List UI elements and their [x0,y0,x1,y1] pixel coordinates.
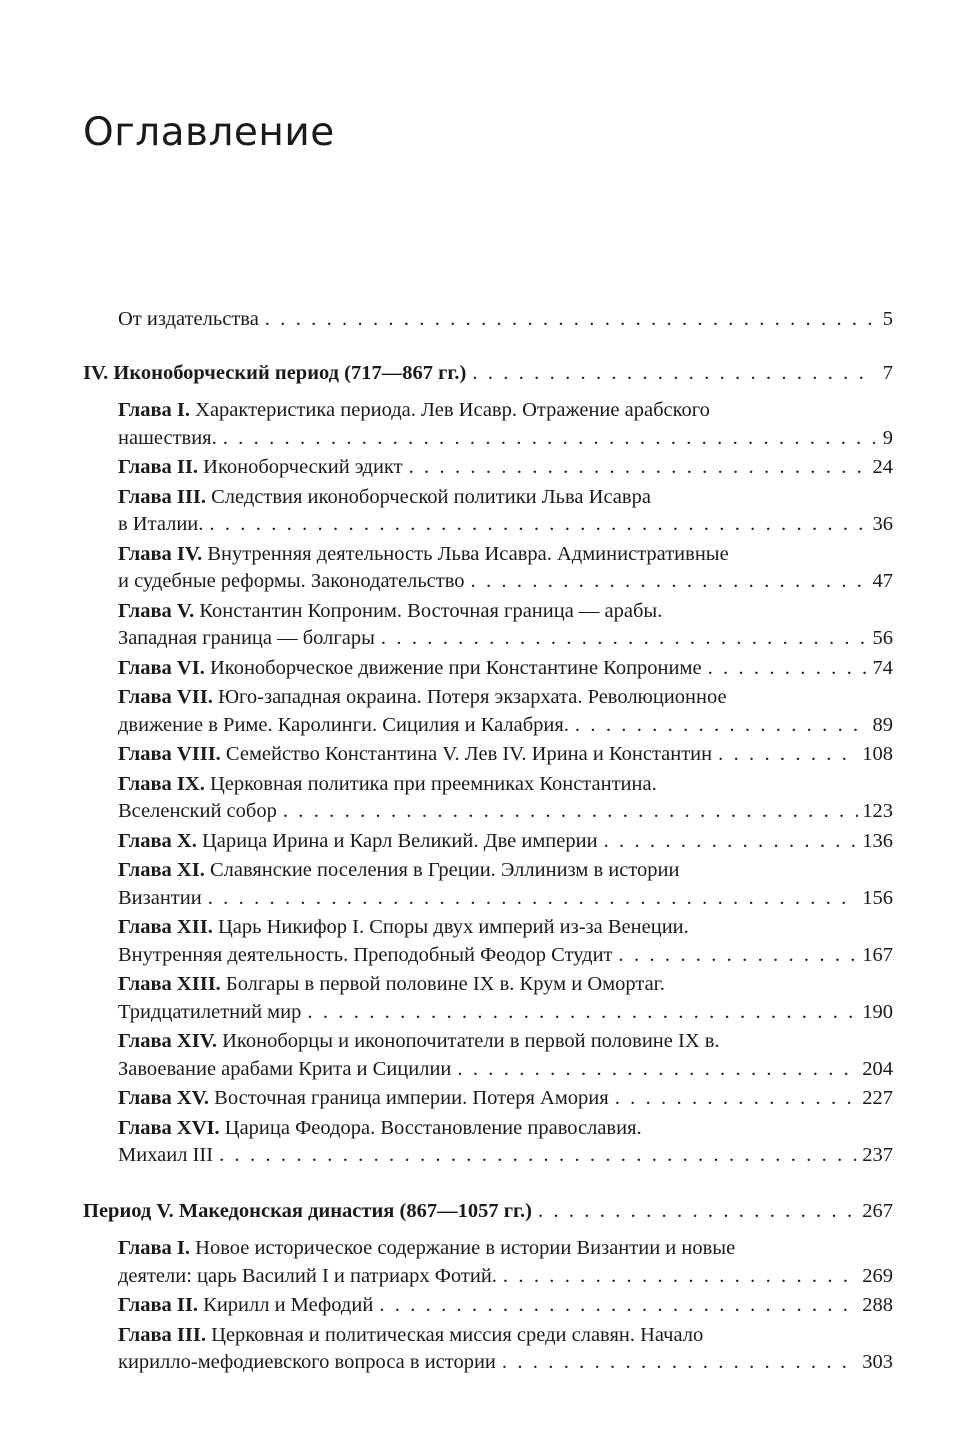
chapter-title-text: Церковная и политическая миссия среди славян. Начало [211,1323,704,1346]
dot-leader [502,1349,858,1377]
chapter-title-text: Вселенский собор [118,800,277,822]
dot-leader [409,454,869,482]
toc-entry-line [118,798,893,826]
toc-chapter-entry[interactable] [118,828,893,856]
toc-page-number: 74 [872,656,893,679]
toc-page-number: 303 [862,1351,893,1373]
toc-entry-line [118,771,893,799]
chapter-number-label: Глава VII. [118,686,213,708]
chapter-title-wrap [118,655,702,683]
chapter-title-text: и судебные реформы. Законодательство [118,570,465,592]
chapter-title-text: Церковная политика при преемниках Константина. [209,772,657,795]
chapter-title-wrap [118,1292,373,1320]
chapter-number-label: Глава XII. [118,916,213,938]
toc-entry-line [118,454,893,482]
dot-leader [208,885,859,913]
chapter-title-wrap [118,454,403,482]
chapter-title-wrap [118,828,598,856]
dot-leader [209,511,868,539]
toc-entry-line [118,306,893,334]
toc-entry-line [118,712,893,740]
toc-entry-line [118,1056,893,1084]
toc-page-number: 269 [862,1264,893,1287]
chapter-title-text: Иконоборческое движение при Константине Копрониме [209,656,702,679]
chapter-title-text: Константин Копроним. Восточная граница — арабы. [199,599,663,622]
toc-entry-line [118,999,893,1027]
chapter-number-label: Глава XIII. [118,973,221,995]
toc-page-number: 156 [862,886,893,909]
toc-chapter-entry[interactable] [118,484,893,539]
chapter-number-label: Глава VIII. [118,743,221,765]
dot-leader [223,425,875,453]
chapter-title-text: Иконоборцы и иконопочитатели в первой половине IX в. [222,1030,720,1052]
toc-entry-line [118,1142,893,1170]
toc-page-number: 288 [862,1294,893,1316]
dot-leader [307,999,858,1027]
toc-entry-line [118,541,893,569]
chapter-number-label: Глава III. [118,485,206,508]
dot-leader [265,306,875,334]
toc-part-heading[interactable] [83,1198,893,1226]
chapter-title-text: Кирилл и Мефодий [203,1294,374,1316]
chapter-title-text: движение в Риме. Каролинги. Сицилия и Калабрия. [118,713,569,736]
chapter-title-text: Царица Ирина и Карл Великий. Две империи [201,829,598,852]
toc-page-number: 190 [862,1000,893,1023]
dot-leader [219,1142,858,1170]
toc-chapter-entry[interactable] [118,1115,893,1170]
dot-leader [619,942,859,970]
chapter-title-text: Царица Феодора. Восстановление православия. [224,1116,642,1139]
toc-part-title: Период V. Македонская династия (867—1057 гг.) [83,1199,532,1222]
toc-chapter-entry[interactable] [118,1322,893,1377]
toc-page-number: 227 [862,1087,893,1109]
toc-entry-line [118,568,893,596]
chapter-number-label: Глава XIV. [118,1030,217,1052]
toc-part-title: IV. Иконоборческий период (717—867 гг.) [83,361,467,384]
toc-chapter-entry[interactable] [118,655,893,683]
table-of-contents [0,306,979,1379]
chapter-title-text: Славянские поселения в Греции. Эллинизм в истории [209,859,680,881]
toc-entry-line [118,1292,893,1320]
toc-page-number: 89 [872,713,893,736]
chapter-number-label: Глава XI. [118,859,205,881]
toc-entry-line [118,655,893,683]
toc-chapter-entry[interactable] [118,541,893,596]
toc-entry-line [118,1322,893,1350]
toc-page-number: 5 [882,308,893,330]
chapter-number-label: Глава XVI. [118,1116,220,1139]
toc-entry-line [118,971,893,999]
chapter-title-text: Болгары в первой половине IX в. Крум и Омортаг. [225,973,665,995]
chapter-title-text: Византии [118,886,202,909]
toc-entry-line [118,741,893,769]
chapter-title-text: Следствия иконоборческой политики Льва Исавра [211,485,651,508]
chapter-title-text: Тридцатилетний мир [118,1000,302,1023]
chapter-number-label: Глава X. [118,829,197,852]
toc-entry-line [118,684,893,712]
toc-entry-line [118,942,893,970]
dot-leader [379,1292,858,1320]
toc-entry-intro[interactable] [118,306,893,334]
toc-chapter-entry[interactable] [118,771,893,826]
toc-entry-line [118,914,893,942]
dot-leader [604,828,859,856]
toc-chapter-entry[interactable] [118,857,893,912]
chapter-title-text: деятели: царь Василий I и патриарх Фотий. [118,1264,497,1287]
chapter-title-text: Юго-западная окраина. Потеря экзархата. Революционное [217,686,727,708]
toc-entry-line [118,598,893,626]
chapter-title-text: Завоевание арабами Крита и Сицилии [118,1057,452,1080]
toc-chapter-entry[interactable] [118,454,893,482]
chapter-title-text: Царь Никифор I. Споры двух империй из-за Венеции. [217,916,689,938]
chapter-title-text: нашествия. [118,426,217,449]
chapter-title-wrap [118,741,712,769]
chapter-number-label: Глава IV. [118,542,203,565]
toc-chapter-entry[interactable] [118,741,893,769]
toc-entry-line [118,397,893,425]
chapter-number-label: Глава II. [118,1294,199,1316]
chapter-title-text: Новое историческое содержание в истории Византии и новые [195,1237,736,1259]
toc-entry-line [83,360,893,388]
dot-leader [538,1198,858,1226]
chapter-title-text: Внутренняя деятельность. Преподобный Феодор Студит [118,943,613,966]
chapter-number-label: Глава III. [118,1323,206,1346]
chapter-title-text: Западная граница — болгары [118,627,375,649]
toc-chapter-entry[interactable] [118,684,893,739]
toc-entry-line [118,828,893,856]
chapter-title-text: кирилло-мефодиевского вопроса в истории [118,1351,496,1373]
toc-entry-line [118,1115,893,1143]
chapter-title-wrap [118,1085,609,1113]
chapter-number-label: Глава VI. [118,656,205,679]
chapter-title-text: Михаил III [118,1144,214,1166]
toc-page-number: 108 [862,743,893,765]
toc-page-number: 36 [872,513,893,535]
toc-entry-line [118,857,893,885]
toc-page-number: 47 [872,570,893,592]
chapter-title-text: Внутренняя деятельность Льва Исавра. Административные [207,542,729,565]
chapter-number-label: Глава I. [118,1237,191,1259]
dot-leader [283,798,858,826]
dot-leader [718,741,858,769]
toc-chapter-entry[interactable] [118,1085,893,1113]
toc-entry-line [118,425,893,453]
toc-entry-line [118,885,893,913]
chapter-number-label: Глава V. [118,599,195,622]
toc-entry-line [118,625,893,653]
toc-chapter-entry[interactable] [118,598,893,653]
toc-page-number: 267 [862,1199,893,1222]
toc-entry-line [118,511,893,539]
toc-entry-line [118,1263,893,1291]
chapter-number-label: Глава IX. [118,772,205,795]
chapter-number-label: Глава XV. [118,1087,210,1109]
dot-leader [503,1263,858,1291]
dot-leader [575,712,869,740]
chapter-number-label: Глава II. [118,456,199,478]
toc-entry-line [118,1349,893,1377]
toc-entry-line [118,1028,893,1056]
dot-leader [615,1085,859,1113]
toc-page-number: 136 [862,829,893,852]
toc-page-number: 167 [862,943,893,966]
chapter-title-text: Характеристика периода. Лев Исавр. Отражение арабского [195,399,710,421]
toc-entry-line [83,1198,893,1226]
toc-chapter-entry[interactable] [118,1235,893,1290]
toc-page-number: 204 [862,1057,893,1080]
chapter-number-label: Глава I. [118,399,191,421]
toc-chapter-entry[interactable] [118,914,893,969]
toc-page-number: 24 [872,456,893,478]
toc-chapter-entry[interactable] [118,1028,893,1083]
toc-entry-line [118,1085,893,1113]
toc-page-number: 56 [872,627,893,649]
page-title: Оглавление [83,110,335,155]
dot-leader [457,1056,858,1084]
toc-entry-line [118,484,893,512]
toc-page-number: 7 [882,361,893,384]
chapter-title-text: Семейство Константина V. Лев IV. Ирина и Константин [225,743,713,765]
toc-chapter-entry[interactable] [118,971,893,1026]
chapter-title-text: Восточная граница империи. Потеря Амория [214,1087,609,1109]
dot-leader [472,360,875,388]
dot-leader [471,568,869,596]
toc-part-heading[interactable] [83,360,893,388]
toc-page-number: 123 [862,800,893,822]
dot-leader [381,625,869,653]
chapter-title-text: Иконоборческий эдикт [203,456,403,478]
toc-entry-title: От издательства [118,308,259,330]
toc-chapter-entry[interactable] [118,1292,893,1320]
toc-chapter-entry[interactable] [118,397,893,452]
dot-leader [708,655,869,683]
toc-page-number: 9 [882,426,893,449]
toc-page-number: 237 [862,1144,893,1166]
chapter-title-text: в Италии. [118,513,204,535]
toc-entry-line [118,1235,893,1263]
